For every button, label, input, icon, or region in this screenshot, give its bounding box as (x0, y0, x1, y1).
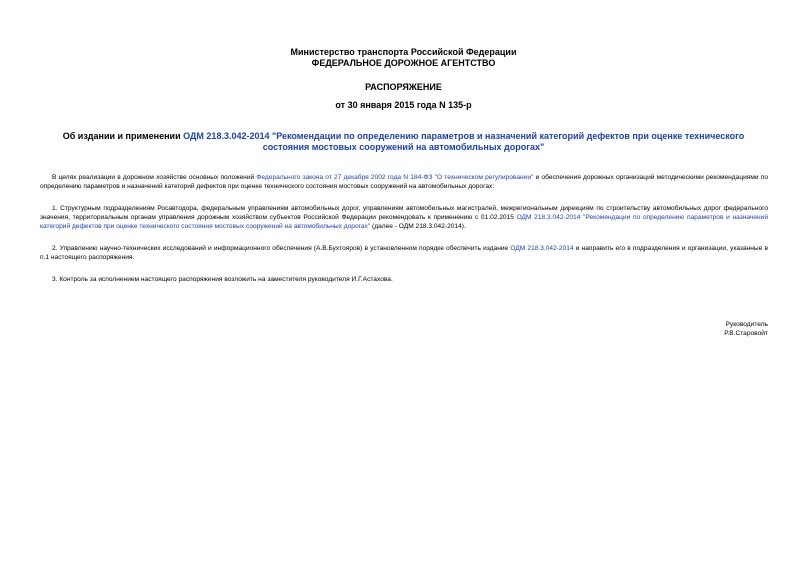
preamble-text-end: и обеспечения дорожных организаций методическими рекомендациями по определению параметров и назначений категорий дефектов при оценке технического состояния мостовых сооружений на автомобильных дорогах: (40, 174, 768, 190)
signatory-position: Руководитель (725, 321, 768, 328)
paragraph-preamble (40, 173, 768, 191)
item-2-text-end: и направить его в подразделения и организации, указанные в п.1 настоящего распоряжения. (40, 245, 768, 261)
document-title (40, 131, 767, 153)
item-1-odm-link[interactable]: ОДМ 218.3.042-2014 "Рекомендации по определению параметров и назначений категорий дефектов при оценке технического состояния мостовых сооружений на автомобильных дорогах" (40, 214, 768, 230)
title-odm-link[interactable]: ОДМ 218.3.042-2014 "Рекомендации по определению параметров и назначений категорий дефектов при оценке технического состояния мостовых сооружений на автомобильных дорогах" (183, 131, 745, 152)
item-1-text-end: (далее - ОДМ 218.3.042-2014). (370, 223, 466, 230)
item-3-text: 3. Контроль за исполнением настоящего распоряжения возложить на заместителя руководителя И.Г.Астахова. (52, 276, 393, 283)
item-2-text-start: 2. Управлению научно-технических исследований и информационного обеспечения (А.В.Бухтояров) в установленном порядке обеспечить издание (52, 245, 511, 252)
item-2-odm-link[interactable]: ОДМ 218.3.042-2014 (510, 245, 574, 252)
preamble-text-start: В целях реализации в дорожном хозяйстве основных положений (52, 174, 257, 181)
document-type: РАСПОРЯЖЕНИЕ (365, 82, 442, 92)
paragraph-item-2 (40, 244, 768, 262)
federal-law-link[interactable]: Федерального закона от 27 декабря 2002 года N 184-ФЗ "О техническом регулировании" (256, 174, 534, 181)
document-date: от 30 января 2015 года N 135-р (335, 100, 472, 110)
agency-name: ФЕДЕРАЛЬНОЕ ДОРОЖНОЕ АГЕНТСТВО (311, 58, 496, 68)
item-1-text-start: 1. Структурным подразделениям Росавтодора, федеральным управлениям автомобильных дорог, управлениям автомобильных магистралей, межрегиональным дирекциям по строительству автомобильных дорог федерального значения, территориальным органам управления дорожным хозяйством субъектов Российской Федерации рекомендовать к применению с 01.02.2015 (40, 205, 768, 221)
paragraph-item-3 (40, 275, 768, 284)
paragraph-item-1 (40, 204, 768, 231)
signatory-name: Р.В.Старовойт (724, 330, 768, 337)
ministry-name: Министерство транспорта Российской Федерации (290, 47, 517, 57)
title-prefix: Об издании и применении (62, 131, 184, 141)
